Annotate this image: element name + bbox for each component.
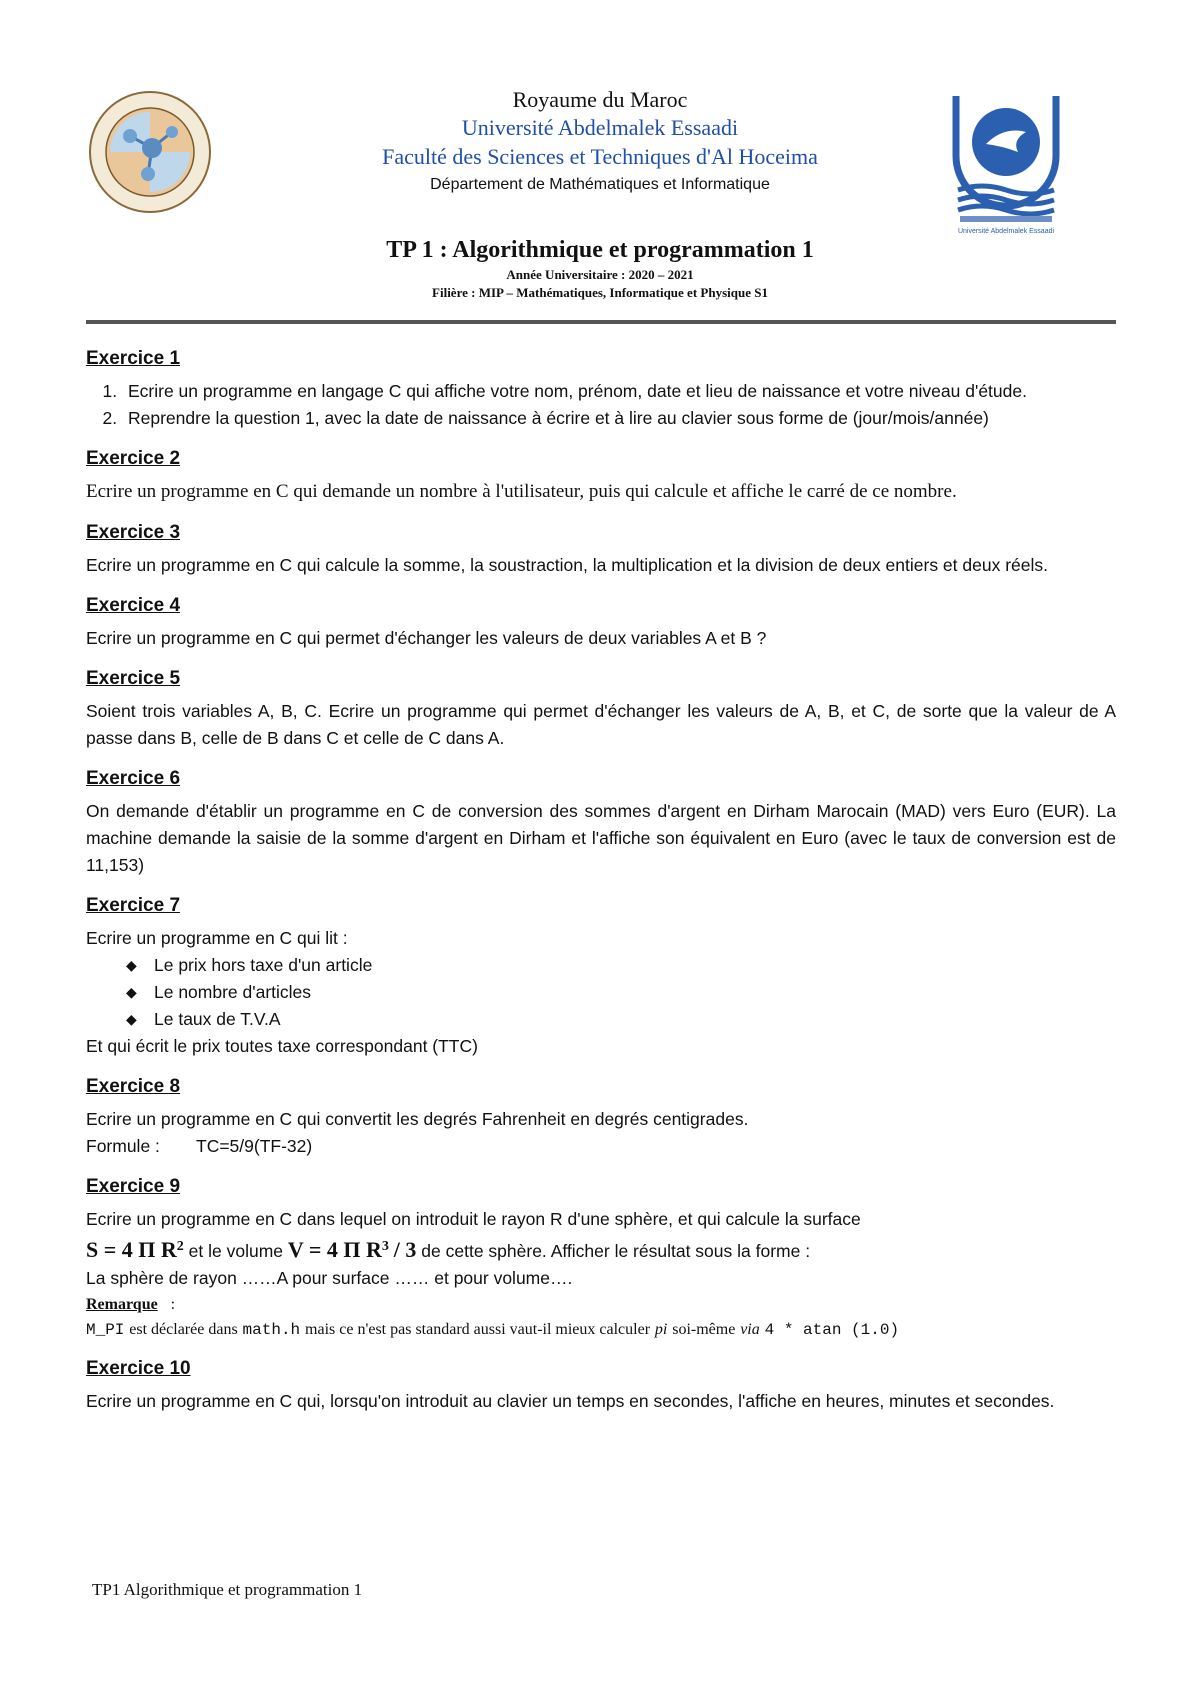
remark-code: math.h <box>242 1320 301 1339</box>
list-item-text: Le prix hors taxe d'un article <box>154 955 373 975</box>
header <box>300 86 900 198</box>
exercise-5-title: Exercice 5 <box>86 668 181 689</box>
exercise-4 <box>86 591 1116 652</box>
surface-formula: S = 4 Π R <box>86 1236 177 1262</box>
remark-colon: : <box>170 1295 176 1313</box>
exercise-6-text: On demande d'établir un programme en C de conversion des sommes d'argent en Dirham Marocain (MAD) vers Euro (EUR). La machine demande la saisie de la somme d'argent en Dirham et l'affiche son équivalent en Euro (avec le taux de conversion est de 11,153) <box>86 801 1116 875</box>
remark-text: soi-même <box>672 1320 736 1338</box>
exercise-1-list <box>86 378 1116 432</box>
exercise-1-item: 2. Reprendre la question 1, avec la date de naissance à écrire et à lire au clavier sous forme de (jour/mois/année) <box>122 405 1116 432</box>
kingdom-line: Royaume du Maroc <box>512 87 688 112</box>
exercise-9-remark-text <box>86 1316 1116 1342</box>
uae-logo <box>946 86 1066 236</box>
diamond-bullet-icon: ◆ <box>126 984 137 1000</box>
exercise-9-title: Exercice 9 <box>86 1176 181 1197</box>
list-item-text: Le nombre d'articles <box>154 982 312 1002</box>
exercise-1-item: 1. Ecrire un programme en langage C qui affiche votre nom, prénom, date et lieu de naissance et votre niveau d'étude. <box>122 378 1116 405</box>
exercise-10-text: Ecrire un programme en C qui, lorsqu'on introduit au clavier un temps en secondes, l'affiche en heures, minutes et secondes. <box>86 1390 1055 1411</box>
remark-text: est déclarée dans <box>129 1320 238 1338</box>
remark-code: M_PI <box>86 1320 125 1339</box>
exercise-8-title: Exercice 8 <box>86 1076 181 1097</box>
exercise-9-output-line: La sphère de rayon ……A pour surface …… et pour volume…. <box>86 1267 573 1288</box>
exercise-9-formulas <box>86 1233 1116 1265</box>
exercise-9-text: Ecrire un programme en C dans lequel on introduit le rayon R d'une sphère, et qui calcule la surface <box>86 1209 861 1229</box>
exercise-8 <box>86 1072 1116 1160</box>
department-line: Département de Mathématiques et Informatique <box>430 176 770 193</box>
exercises-content <box>86 344 1116 1427</box>
formula-label: Formule : <box>86 1136 160 1156</box>
exercise-6 <box>86 764 1116 879</box>
exercise-2 <box>86 444 1116 506</box>
uae-logo-caption: Université Abdelmalek Essaadi <box>957 228 1055 235</box>
exercise-10 <box>86 1354 1116 1415</box>
list-item <box>122 979 1116 1006</box>
remark-text: via <box>740 1320 760 1338</box>
exercise-3-title: Exercice 3 <box>86 522 181 543</box>
diamond-bullet-icon: ◆ <box>126 957 137 973</box>
academic-year: Année Universitaire : 2020 – 2021 <box>506 267 694 282</box>
remark-title: Remarque <box>86 1295 158 1313</box>
university-line: Université Abdelmalek Essaadi <box>461 115 739 140</box>
exercise-9 <box>86 1172 1116 1342</box>
fst-al-hoceima-logo <box>86 84 214 226</box>
exercise-5-text: Soient trois variables A, B, C. Ecrire un programme qui permet d'échanger les valeurs de A, B, et C, de sorte que la valeur de A passe dans B, celle de B dans C et celle de C dans A. <box>86 701 1116 748</box>
title-block <box>200 234 1000 302</box>
remark-code: 4 * atan (1.0) <box>764 1320 900 1339</box>
exercise-2-title: Exercice 2 <box>86 448 181 469</box>
exercise-1-title: Exercice 1 <box>86 348 181 369</box>
exercise-7-outro: Et qui écrit le prix toutes taxe correspondant (TTC) <box>86 1036 478 1056</box>
page-footer: TP1 Algorithmique et programmation 1 <box>92 1580 363 1599</box>
tp-title: TP 1 : Algorithmique et programmation 1 <box>386 237 814 263</box>
exercise-5 <box>86 664 1116 752</box>
volume-formula: V = 4 Π R <box>287 1236 382 1262</box>
list-item <box>122 1006 1116 1033</box>
exercise-4-text: Ecrire un programme en C qui permet d'échanger les valeurs de deux variables A et B ? <box>86 628 767 648</box>
list-item-text: Le taux de T.V.A <box>154 1009 281 1029</box>
exercise-8-text: Ecrire un programme en C qui convertit les degrés Fahrenheit en degrés centigrades. <box>86 1109 749 1129</box>
exercise-6-title: Exercice 6 <box>86 768 181 789</box>
exercise-4-title: Exercice 4 <box>86 595 181 616</box>
surface-exponent: 2 <box>176 1239 184 1254</box>
exercise-10-title: Exercice 10 <box>86 1357 191 1379</box>
faculty-line: Faculté des Sciences et Techniques d'Al Hoceima <box>382 144 818 169</box>
remark-text: pi <box>654 1320 668 1338</box>
exercise-1 <box>86 344 1116 432</box>
exercise-3 <box>86 518 1116 579</box>
exercise-7-title: Exercice 7 <box>86 895 181 916</box>
exercise-9-remark <box>86 1292 1116 1316</box>
exercise-2-text: Ecrire un programme en C qui demande un nombre à l'utilisateur, puis qui calcule et affiche le carré de ce nombre. <box>86 481 957 502</box>
mid-text: et le volume <box>188 1240 284 1261</box>
after-text: de cette sphère. Afficher le résultat sous la forme : <box>421 1240 811 1261</box>
exercise-7 <box>86 891 1116 1060</box>
exercise-7-intro: Ecrire un programme en C qui lit : <box>86 928 348 948</box>
exercise-7-bullets <box>86 952 1116 1033</box>
list-item <box>122 952 1116 979</box>
volume-exponent: 3 <box>381 1239 389 1254</box>
filiere: Filière : MIP – Mathématiques, Informatique et Physique S1 <box>432 285 768 300</box>
formula: TC=5/9(TF-32) <box>196 1136 313 1156</box>
remark-text: mais ce n'est pas standard aussi vaut-il mieux calculer <box>305 1320 651 1338</box>
exercise-8-formula-row <box>86 1133 1116 1160</box>
volume-tail: / 3 <box>393 1236 417 1262</box>
diamond-bullet-icon: ◆ <box>126 1011 137 1027</box>
exercise-3-text: Ecrire un programme en C qui calcule la somme, la soustraction, la multiplication et la division de deux entiers et deux réels. <box>86 555 1048 575</box>
header-divider <box>86 320 1116 324</box>
